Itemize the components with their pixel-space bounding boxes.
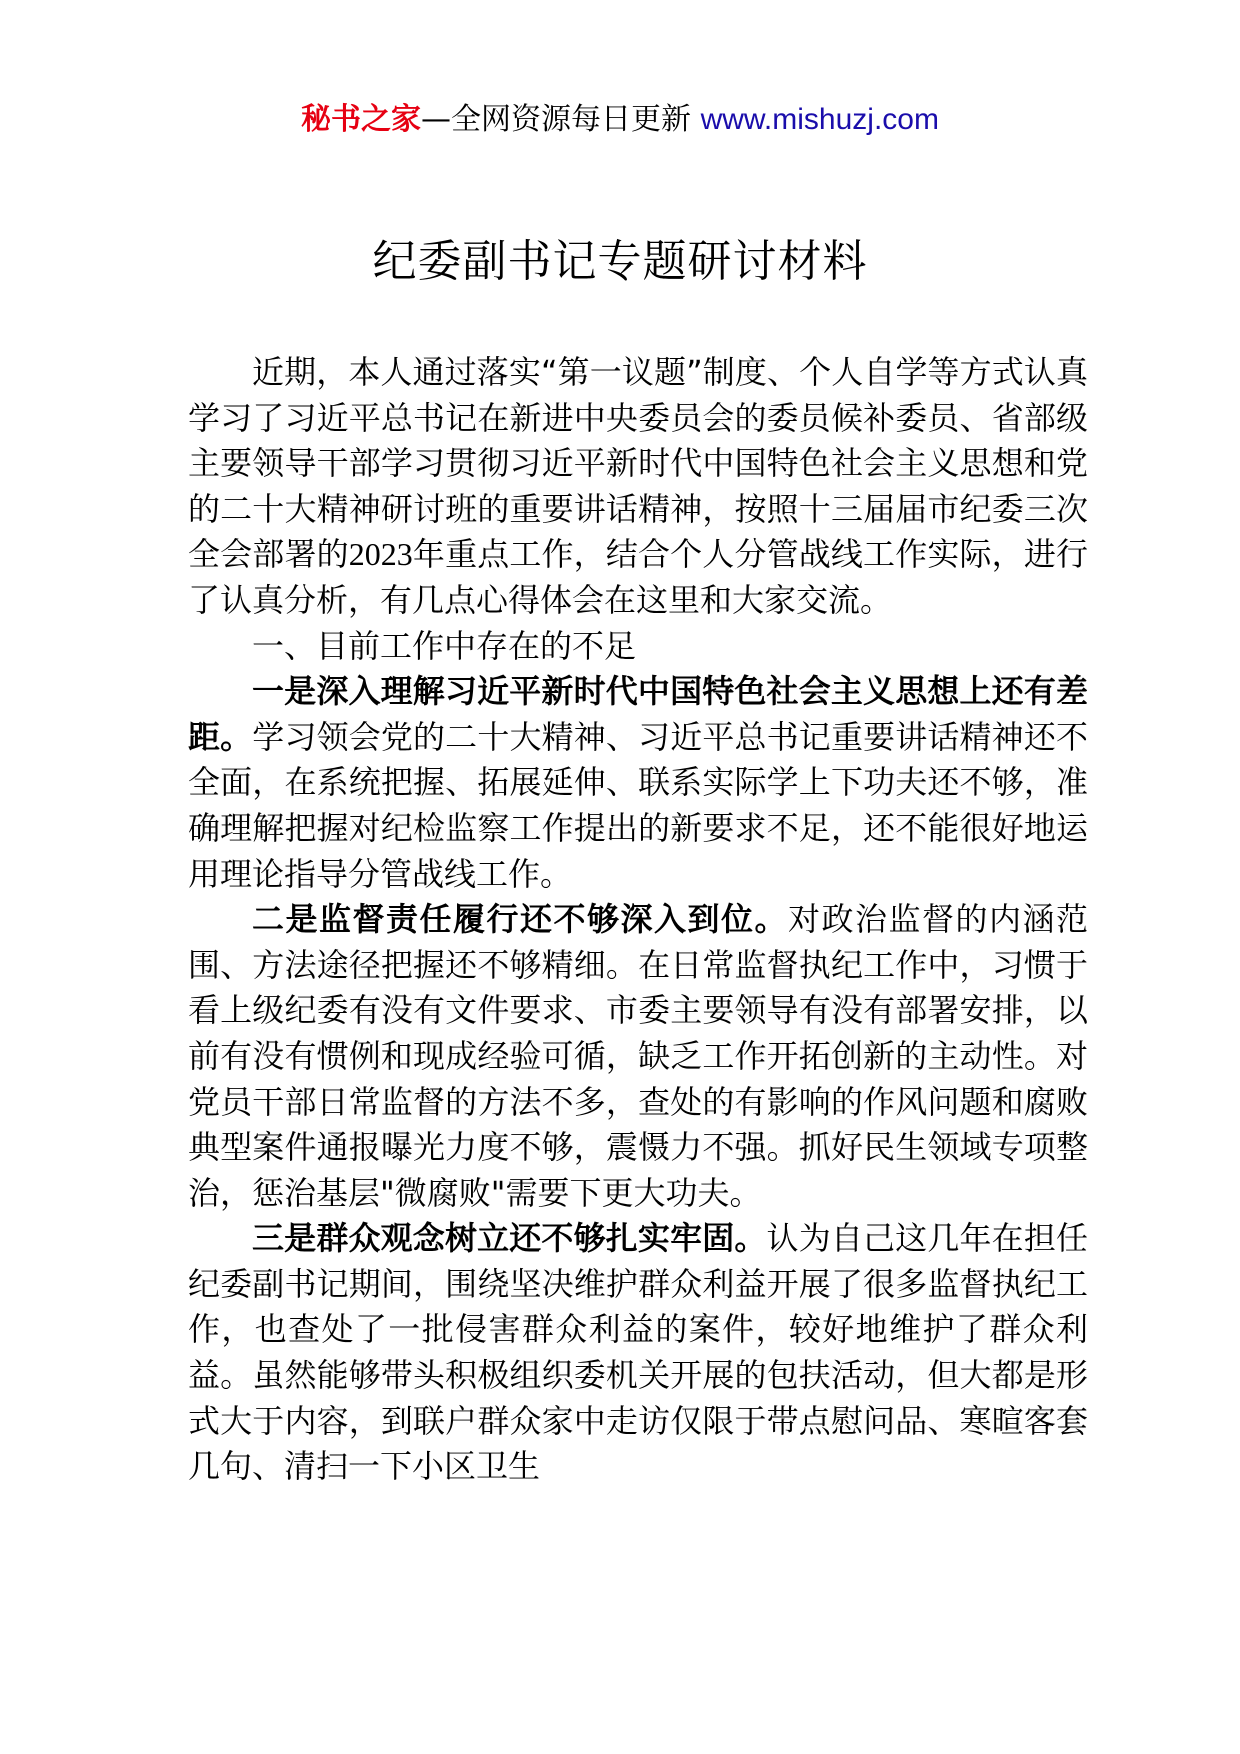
point-paragraph <box>188 1216 1088 1490</box>
point-body: 认为自己这几年在担任纪委副书记期间，围绕坚决维护群众利益开展了很多监督执纪工作，也查处了一批侵害群众利益的案件，较好地维护了群众利益。虽然能够带头积极组织委机关开展的包扶活动，但大都是形式大于内容，到联户群众家中走访仅限于带点慰问品、寒暄客套几句、清扫一下小区卫生 <box>188 1219 1088 1486</box>
year-number: 2023 <box>348 536 413 573</box>
point-body: 对政治监督的内涵范围、方法途径把握还不够精细。在日常监督执纪工作中，习惯于看上级纪委有没有文件要求、市委主要领导有没有部署安排，以前有没有惯例和现成经验可循，缺乏工作开拓创新的主动性。对党员干部日常监督的方法不多，查处的有影响的作风问题和腐败典型案件通报曝光力度不够，震慑力不强。抓好民生领域专项整治，惩治基层"微腐败"需要下更大功夫。 <box>188 900 1088 1212</box>
point-body: 学习领会党的二十大精神、习近平总书记重要讲话精神还不全面，在系统把握、拓展延伸、联系实际学上下功夫还不够，准确理解把握对纪检监察工作提出的新要求不足，还不能很好地运用理论指导分管战线工作。 <box>188 717 1088 893</box>
site-brand: 秘书之家 <box>301 102 422 137</box>
point-lead: 一是深入理解习近平新时代中国特色社会主义思想上还有差距。 <box>188 672 1088 756</box>
site-url-link[interactable]: www.mishuzj.com <box>700 103 939 136</box>
point-paragraph <box>188 897 1088 1216</box>
point-lead: 二是监督责任履行还不够深入到位。 <box>252 900 788 939</box>
document-body <box>188 350 1088 1490</box>
site-tagline: —全网资源每日更新 <box>421 102 701 137</box>
intro-paragraph: 近期，本人通过落实“第一议题”制度、个人自学等方式认真学习了习近平总书记在新进中央委员会的委员候补委员、省部级主要领导干部学习贯彻习近平新时代中国特色社会主义思想和党的二十大精神研讨班的重要讲话精神，按照十三届届市纪委三次全会部署的2023年重点工作，结合个人分管战线工作实际，进行了认真分析，有几点心得体会在这里和大家交流。 <box>188 353 1088 619</box>
point-paragraph <box>188 669 1088 897</box>
document-title: 纪委副书记专题研讨材料 <box>372 236 868 287</box>
site-header <box>0 100 1240 140</box>
section-heading: 一、目前工作中存在的不足 <box>252 626 637 665</box>
point-lead: 三是群众观念树立还不够扎实牢固。 <box>252 1219 767 1258</box>
